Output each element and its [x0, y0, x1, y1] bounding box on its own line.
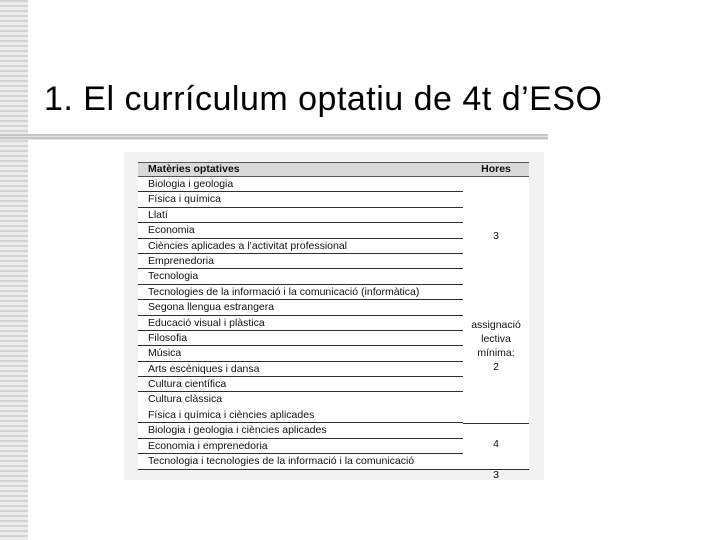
table-header-row	[138, 162, 529, 177]
table-row: Filosofia	[138, 331, 463, 346]
hours-group-2-line: mínima:	[477, 347, 515, 359]
table-row: Ciències aplicades a l’activitat professional	[138, 239, 463, 254]
left-stripe-decoration	[0, 0, 28, 540]
hours-group-divider	[463, 423, 529, 424]
subjects-column	[138, 177, 463, 469]
hours-group-3: 4	[493, 438, 499, 450]
hours-column	[463, 177, 529, 481]
table-row: Tecnologia	[138, 269, 463, 284]
table-row: Economia	[138, 223, 463, 238]
table-row: Cultura clàssica	[148, 393, 223, 406]
table-row: Economia i emprenedoria	[138, 439, 463, 454]
hours-group-2-line: assignació	[471, 319, 521, 331]
header-hours: Hores	[481, 163, 511, 175]
table-body	[138, 177, 529, 481]
table-row: Música	[138, 346, 463, 361]
table-row: Cultura científica	[138, 377, 463, 392]
table-row: Biologia i geologia i ciències aplicades	[138, 423, 463, 438]
hours-group-2-line: lectiva	[481, 333, 511, 345]
table-row: Tecnologia i tecnologies de la informació i la comunicació	[148, 455, 415, 468]
slide-title: 1. El currículum optatiu de 4t d’ESO	[44, 80, 603, 118]
table-row: Llatí	[138, 208, 463, 223]
table-row: Física i química i ciències aplicades	[138, 408, 463, 423]
table-row: Biologia i geologia	[138, 177, 463, 192]
optional-subjects-table	[124, 152, 544, 480]
hours-group-4: 3	[493, 469, 499, 481]
table-row: Física i química	[138, 192, 463, 207]
header-subjects: Matèries optatives	[148, 163, 240, 175]
table-row: Educació visual i plàstica	[138, 316, 463, 331]
table-row: Tecnologies de la informació i la comunicació (informàtica)	[138, 285, 463, 300]
table-row: Emprenedoria	[138, 254, 463, 269]
title-underline	[0, 134, 548, 140]
hours-group-2-line: 2	[493, 361, 499, 373]
table-row: Arts escèniques i dansa	[138, 362, 463, 377]
table-row: Segona llengua estrangera	[138, 300, 463, 315]
hours-group-1: 3	[493, 230, 499, 242]
